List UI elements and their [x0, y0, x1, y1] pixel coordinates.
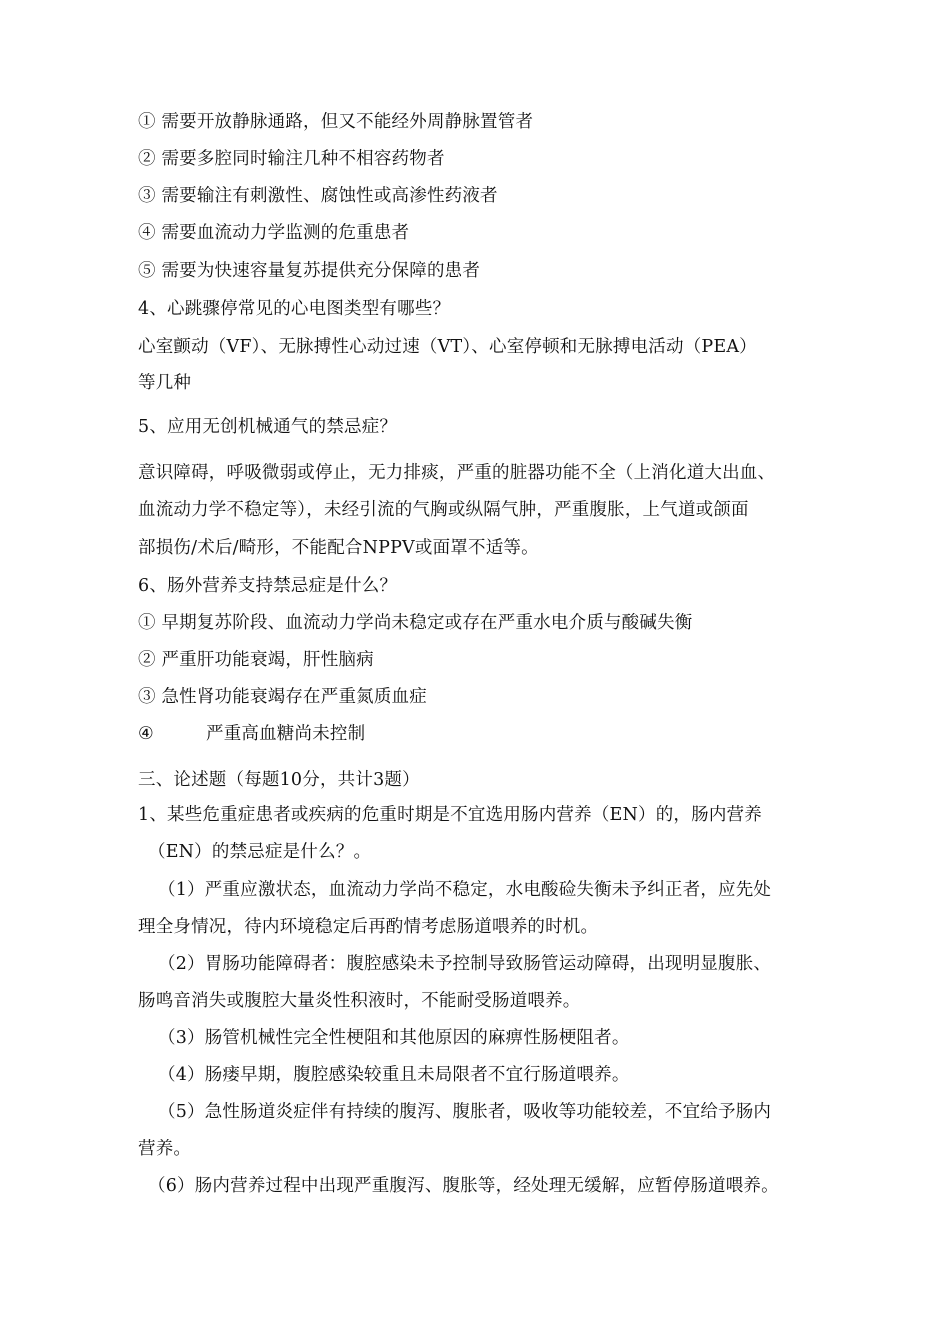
q5-question: 5、应用无创机械通气的禁忌症？: [138, 417, 398, 437]
indication-4: ④ 需要血流动力学监测的危重患者: [138, 223, 410, 243]
section-3-heading: 三、论述题（每题10分，共计3题）: [138, 770, 420, 790]
indication-3: ③ 需要输注有刺激性、腐蚀性或高渗性药液者: [138, 186, 498, 206]
indication-1: ① 需要开放静脉通路，但又不能经外周静脉置管者: [138, 112, 534, 132]
answer-2-line-1: （2）胃肠功能障碍者：腹腔感染未予控制导致肠管运动障碍，出现明显腹胀、: [158, 954, 772, 974]
q5-answer-line-3: 部损伤/术后/畸形，不能配合NPPV或面罩不适等。: [138, 538, 539, 558]
q4-question: 4、心跳骤停常见的心电图类型有哪些？: [138, 299, 451, 319]
q6-item-4-number: ④: [138, 724, 154, 744]
answer-5-line-1: （5）急性肠道炎症伴有持续的腹泻、腹胀者，吸收等功能较差，不宜给予肠内: [158, 1102, 772, 1122]
answer-5-line-2: 营养。: [138, 1139, 192, 1159]
answer-1-line-2: 理全身情况，待内环境稳定后再酌情考虑肠道喂养的时机。: [138, 917, 599, 937]
answer-6: （6）肠内营养过程中出现严重腹泻、腹胀等，经处理无缓解，应暂停肠道喂养。: [148, 1176, 779, 1196]
indication-2: ② 需要多腔同时输注几种不相容药物者: [138, 149, 445, 169]
q6-item-4-text: 严重高血糖尚未控制: [206, 724, 366, 744]
q6-item-3: ③ 急性肾功能衰竭存在严重氮质血症: [138, 687, 427, 707]
q5-answer-line-2: 血流动力学不稳定等），未经引流的气胸或纵隔气肿，严重腹胀，上气道或颌面: [138, 500, 749, 520]
q5-answer-line-1: 意识障碍，呼吸微弱或停止，无力排痰，严重的脏器功能不全（上消化道大出血、: [138, 463, 776, 483]
q6-item-1: ① 早期复苏阶段、血流动力学尚未稳定或存在严重水电介质与酸碱失衡: [138, 613, 693, 633]
answer-4: （4）肠瘘早期，腹腔感染较重且未局限者不宜行肠道喂养。: [158, 1065, 630, 1085]
q4-answer-line-1: 心室颤动（VF）、无脉搏性心动过速（VT）、心室停顿和无脉搏电活动（PEA）: [138, 337, 757, 357]
answer-2-line-2: 肠鸣音消失或腹腔大量炎性积液时，不能耐受肠道喂养。: [138, 991, 581, 1011]
q6-item-4: [138, 722, 838, 746]
q6-item-2: ② 严重肝功能衰竭，肝性脑病: [138, 650, 374, 670]
answer-1-line-1: （1）严重应激状态，血流动力学尚不稳定，水电酸硷失衡未予纠正者，应先处: [158, 880, 772, 900]
indication-5: ⑤ 需要为快速容量复苏提供充分保障的患者: [138, 261, 481, 281]
answer-3: （3）肠管机械性完全性梗阻和其他原因的麻痹性肠梗阻者。: [158, 1028, 630, 1048]
q6-question: 6、肠外营养支持禁忌症是什么？: [138, 576, 398, 596]
essay-q1-line-1: 1、某些危重症患者或疾病的危重时期是不宜选用肠内营养（EN）的，肠内营养: [138, 805, 762, 825]
q4-answer-line-2: 等几种: [138, 373, 192, 393]
essay-q1-line-2: （EN）的禁忌症是什么？。: [148, 842, 372, 862]
